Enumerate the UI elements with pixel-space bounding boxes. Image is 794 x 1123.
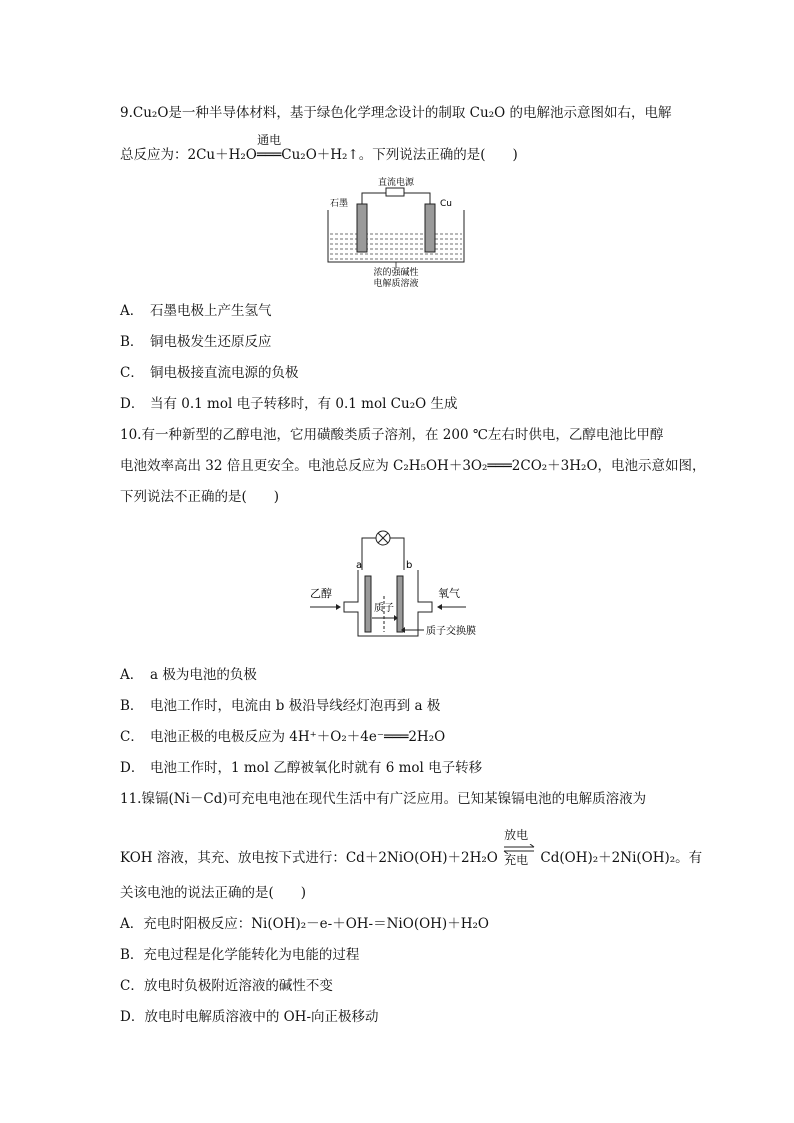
q10-membrane-label: 质子交换膜: [426, 626, 476, 637]
option-label: B．: [120, 334, 144, 350]
option-label: A．: [120, 667, 144, 683]
q11-equation-lhs: KOH 溶液，其充、放电按下式进行：Cd＋2NiO(OH)＋2H₂O: [120, 850, 498, 866]
option-label: B．: [120, 698, 144, 714]
option-text: 放电时电解质溶液中的 OH-向正极移动: [144, 1009, 379, 1025]
q10-stem-line1: 10.有一种新型的乙醇电池，它用磺酸类质子溶剂，在 200 ℃左右时供电，乙醇电池比甲醇: [120, 427, 664, 443]
option-text: 充电过程是化学能转化为电能的过程: [143, 947, 360, 963]
q9-option-b[interactable]: [120, 333, 272, 351]
q9-option-c[interactable]: [120, 364, 299, 382]
q9-caption-1: 浓的强碱性: [373, 268, 419, 278]
option-text: 当有 0.1 mol 电子转移时，有 0.1 mol Cu₂O 生成: [150, 396, 458, 412]
q10-stem-line3: 下列说法不正确的是( ): [120, 489, 280, 505]
q10-electrode-a: [365, 576, 371, 632]
q9-source-label: 直流电源: [377, 178, 415, 188]
q9-stem-line2: [120, 133, 518, 164]
option-text: 铜电极接直流电源的负极: [150, 365, 299, 381]
q11-reversible-arrow: [502, 827, 536, 868]
option-text: 石墨电极上产生氢气: [150, 303, 272, 319]
option-label: C．: [120, 729, 144, 745]
option-label: C．: [120, 365, 144, 381]
option-label: D．: [120, 760, 145, 776]
q11-condition-charge: 充电: [504, 852, 529, 867]
option-text: 充电时阳极反应：Ni(OH)₂－e-＋OH-＝NiO(OH)＋H₂O: [143, 916, 489, 932]
q10-option-d[interactable]: [120, 759, 482, 777]
option-label: A．: [120, 303, 144, 319]
q11-equation-rhs: Cd(OH)₂＋2Ni(OH)₂。有: [540, 850, 703, 866]
q9-equation-lhs: 总反应为：2Cu＋H₂O: [120, 147, 257, 163]
q9-cu-label: Cu: [440, 199, 452, 209]
q10-electrode-b: [397, 576, 403, 632]
q10-label-b: b: [406, 560, 413, 571]
q9-graphite-label: 石墨: [330, 199, 349, 209]
q10-fuel-cell-figure: [308, 526, 486, 646]
q11-stem-line1: 11.镍镉(Ni－Cd)可充电电池在现代生活中有广泛应用。已知某镍镉电池的电解质溶液为: [120, 791, 647, 807]
q11-stem-line3: 关该电池的说法正确的是( ): [120, 885, 307, 901]
option-text: 电池正极的电极反应为 4H⁺＋O₂＋4e⁻═══2H₂O: [150, 729, 446, 745]
q10-stem-line2: 电池效率高出 32 倍且更安全。电池总反应为 C₂H₅OH＋3O₂═══2CO₂＋3H₂O，电池示意如图，: [120, 458, 706, 474]
q10-ethanol-label: 乙醇: [310, 587, 332, 600]
q9-equation-rhs: Cu₂O＋H₂↑。下列说法正确的是( ): [281, 147, 518, 163]
q9-cu-electrode: [425, 204, 435, 252]
q9-equation-arrow: [256, 133, 282, 164]
q9-graphite-electrode: [357, 204, 367, 252]
option-label: D．: [120, 396, 145, 412]
option-label: A．: [120, 916, 144, 932]
q10-option-c[interactable]: [120, 728, 445, 746]
q9-option-a[interactable]: [120, 302, 272, 320]
option-text: 铜电极发生还原反应: [150, 334, 272, 350]
q9-equation-sign: ═══: [256, 147, 282, 163]
q9-electrolysis-figure: [326, 176, 466, 288]
q9-power-source: [386, 188, 404, 196]
option-text: 电池工作时，1 mol 乙醇被氧化时就有 6 mol 电子转移: [150, 760, 483, 776]
option-label: B．: [120, 947, 144, 963]
q11-option-d[interactable]: [120, 1008, 379, 1026]
q11-option-a[interactable]: [120, 915, 489, 933]
q10-oxygen-label: 氧气: [438, 587, 460, 600]
q11-option-c[interactable]: [120, 977, 333, 995]
q9-stem-line1: 9.Cu₂O是一种半导体材料，基于绿色化学理念设计的制取 Cu₂O 的电解池示意图如右，电解: [120, 105, 672, 121]
q10-proton-label: 质子: [374, 603, 394, 614]
option-label: C．: [120, 978, 144, 994]
q11-stem-line2: [120, 827, 703, 868]
option-text: 放电时负极附近溶液的碱性不变: [143, 978, 333, 994]
q11-option-b[interactable]: [120, 946, 359, 964]
q9-caption-2: 电解质溶液: [373, 279, 419, 288]
option-text: a 极为电池的负极: [150, 667, 257, 683]
q9-equation-condition: 通电: [257, 133, 282, 147]
q10-option-b[interactable]: [120, 697, 440, 715]
q10-label-a: a: [356, 560, 363, 571]
option-label: D．: [120, 1009, 145, 1025]
q10-option-a[interactable]: [120, 666, 257, 684]
option-text: 电池工作时，电流由 b 极沿导线经灯泡再到 a 极: [150, 698, 441, 714]
q9-option-d[interactable]: [120, 395, 457, 413]
q11-condition-discharge: 放电: [504, 827, 529, 842]
